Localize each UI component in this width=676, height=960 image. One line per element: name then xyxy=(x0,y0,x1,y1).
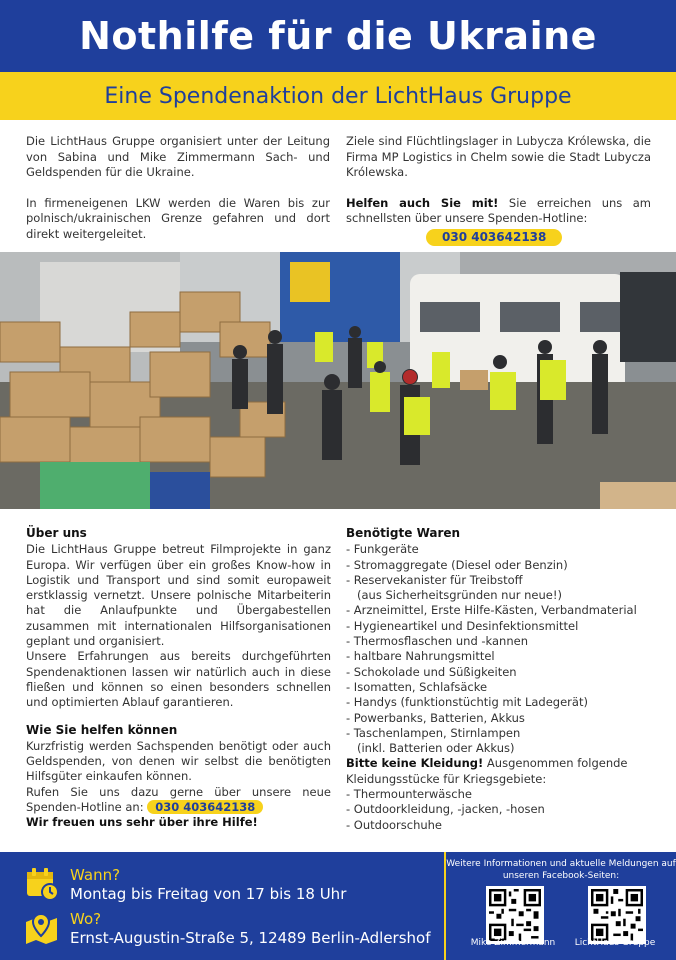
goods-list xyxy=(346,542,656,756)
goods-item: - Schokolade und Süßigkeiten xyxy=(346,664,517,679)
where-row xyxy=(24,910,431,948)
help-heading: Wie Sie helfen können xyxy=(26,722,178,737)
goods-item: - Arzneimittel, Erste Hilfe-Kästen, Verbandmaterial xyxy=(346,603,637,618)
about-heading: Über uns xyxy=(26,526,87,540)
intro-paragraph-1: Die LichtHaus Gruppe organisiert unter der Leitung von Sabina und Mike Zimmermann Sach- und Geldspenden für die Ukraine. xyxy=(26,134,330,179)
qr-caption-mike-zimmermann: Mike Zimmermann xyxy=(470,938,556,948)
hotline-number[interactable]: 030 403642138 xyxy=(426,229,562,247)
when-value: Montag bis Freitag von 17 bis 18 Uhr xyxy=(70,885,347,903)
goods-item: - Handys (funktionstüchtig mit Ladegerät) xyxy=(346,695,588,710)
goods-item-note: (inkl. Batterien oder Akkus) xyxy=(357,741,515,756)
where-label: Wo? xyxy=(70,910,102,928)
help-call-to-action xyxy=(346,196,651,227)
help-paragraph-1: Kurzfristig werden Sachspenden benötigt oder auch Geldspenden, von denen wir selbst die benötigten Hilfsgüter einkaufen können. xyxy=(26,738,331,784)
goods-item: - haltbare Nahrungsmittel xyxy=(346,649,495,664)
intro-paragraph-3: Ziele sind Flüchtlingslager in Lubycza Królewska, die Firma MP Logistics in Chelm sowie die Stadt Lubycza Królewska. xyxy=(346,134,651,179)
left-text-column xyxy=(26,526,331,831)
map-pin-icon xyxy=(24,910,60,946)
clothing-list xyxy=(346,787,656,833)
when-label: Wann? xyxy=(70,866,121,884)
clothing-item: - Thermounterwäsche xyxy=(346,787,472,802)
qr-code-icon xyxy=(591,889,643,941)
goods-item-note: (aus Sicherheitsgründen nur neue!) xyxy=(357,588,562,603)
calendar-clock-icon xyxy=(24,866,60,902)
intro-left-column xyxy=(26,134,330,257)
clothing-item: - Outdoorschuhe xyxy=(346,817,443,832)
clothing-notice xyxy=(346,756,656,787)
when-row xyxy=(24,866,346,904)
page-subtitle: Eine Spendenaktion der LichtHaus Gruppe xyxy=(104,83,572,109)
right-text-column xyxy=(346,526,656,833)
photo-illustration xyxy=(0,252,676,509)
goods-item: - Isomatten, Schlafsäcke xyxy=(346,679,488,694)
closing-line: Wir freuen uns sehr über ihre Hilfe! xyxy=(26,815,258,830)
facebook-info: Weitere Informationen und aktuelle Meldungen auf unseren Facebook-Seiten: xyxy=(446,859,676,881)
clothing-bold: Bitte keine Kleidung! xyxy=(346,756,484,771)
where-value: Ernst-Augustin-Straße 5, 12489 Berlin-Adlershof xyxy=(70,929,431,947)
help-paragraph-2 xyxy=(26,785,331,816)
qr-code-mike-zimmermann[interactable] xyxy=(486,886,544,944)
goods-item: - Powerbanks, Batterien, Akkus xyxy=(346,710,525,725)
goods-item: - Stromaggregate (Diesel oder Benzin) xyxy=(346,557,568,572)
photo-volunteers-loading-boxes xyxy=(0,252,676,509)
about-paragraph-1: Die LichtHaus Gruppe betreut Filmprojekte in ganz Europa. Wir verfügen über ein großes Know-how in Logistik und Transport und sind somit europaweit erstklassig vernetzt. Unsere polnische Mitarbeiterin hat die Anlaufpunkte und Übergabestellen zusammen mit internationalen Hilfsorganisationen geplant und organisiert. xyxy=(26,542,331,649)
subtitle-banner xyxy=(0,72,676,120)
title-banner xyxy=(0,0,676,72)
goods-item: - Thermosflaschen und -kannen xyxy=(346,634,528,649)
goods-item: - Reservekanister für Treibstoff xyxy=(346,572,523,587)
help-text: Sie erreichen uns am schnellsten über unsere Spenden-Hotline: xyxy=(346,195,651,225)
help-hotline-prefix: Rufen Sie uns dazu gerne über unsere neue Spenden-Hotline an: xyxy=(26,784,331,815)
about-paragraph-2: Unsere Erfahrungen aus bereits durchgeführten Spendenaktionen lassen wir natürlich auch in diese fließen und können so einen besonders schnellen und optimierten Ablauf garantieren. xyxy=(26,649,331,710)
page-title: Nothilfe für die Ukraine xyxy=(79,14,597,58)
qr-code-icon xyxy=(489,889,541,941)
goods-item: - Taschenlampen, Stirnlampen xyxy=(346,725,521,740)
goods-item: - Hygieneartikel und Desinfektionsmittel xyxy=(346,618,579,633)
help-bold: Helfen auch Sie mit! xyxy=(346,195,499,210)
clothing-text: Ausgenommen folgende Kleidungsstücke für Kriegsgebiete: xyxy=(346,756,628,786)
qr-code-lichthaus-gruppe[interactable] xyxy=(588,886,646,944)
intro-paragraph-2: In firmeneigenen LKW werden die Waren bis zur polnisch/ukrainischen Grenze gefahren und dort direkt weitergeleitet. xyxy=(26,195,330,241)
clothing-item: - Outdoorkleidung, -jacken, -hosen xyxy=(346,802,545,817)
goods-item: - Funkgeräte xyxy=(346,542,419,557)
goods-heading: Benötigte Waren xyxy=(346,526,461,540)
qr-caption-lichthaus-gruppe: LichtHaus Gruppe xyxy=(574,938,656,948)
intro-right-column xyxy=(346,134,651,246)
help-hotline-number[interactable]: 030 403642138 xyxy=(147,800,263,814)
